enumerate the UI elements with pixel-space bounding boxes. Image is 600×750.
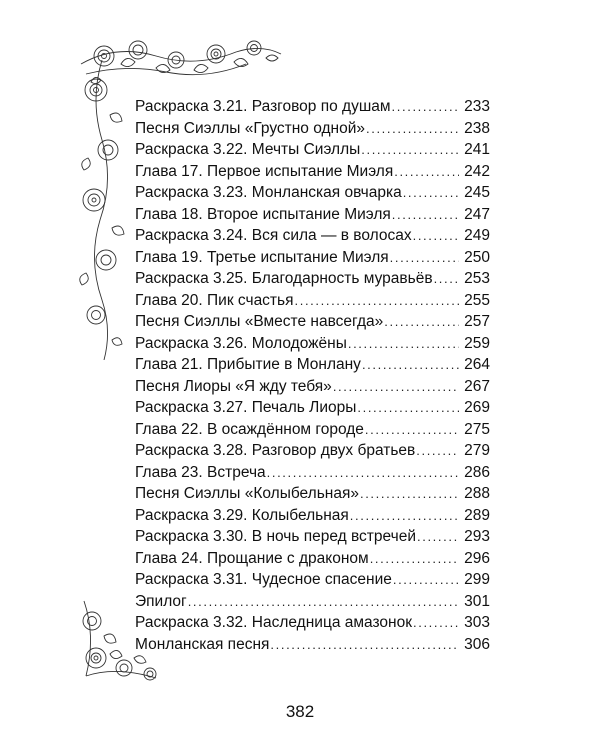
- toc-entry-title: Раскраска 3.26. Молодожёны: [135, 334, 347, 352]
- toc-entry: [135, 118, 490, 140]
- toc-entry-title: Раскраска 3.23. Монланская овчарка: [135, 184, 402, 201]
- toc-entry-title: Эпилог: [135, 592, 187, 610]
- toc-entry: [135, 247, 490, 269]
- toc-entry: [135, 333, 490, 355]
- toc-leader-dots: [390, 247, 459, 269]
- toc-entry: [135, 204, 490, 226]
- toc-entry: [135, 268, 490, 290]
- toc-entry: [135, 376, 490, 398]
- table-of-contents: [135, 96, 490, 655]
- toc-leader-dots: [350, 505, 459, 527]
- toc-entry-title: Раскраска 3.24. Вся сила — в волосах: [135, 227, 412, 244]
- toc-entry: [135, 462, 490, 484]
- toc-entry-title: Глава 20. Пик счастья: [135, 291, 294, 309]
- toc-entry-page: 241: [464, 141, 490, 158]
- toc-entry-page: 238: [464, 119, 490, 137]
- toc-entry-title: Раскраска 3.25. Благодарность муравьёв: [135, 270, 433, 287]
- toc-leader-dots: [362, 354, 459, 376]
- toc-leader-dots: [188, 591, 459, 613]
- toc-entry-page: 269: [464, 399, 490, 416]
- toc-entry-page: 264: [464, 356, 490, 373]
- floral-ornament-side-icon: [76, 60, 128, 360]
- toc-entry-title: Раскраска 3.28. Разговор двух братьев: [135, 442, 416, 459]
- toc-entry: [135, 634, 490, 656]
- toc-leader-dots: [417, 526, 459, 548]
- toc-entry-title: Раскраска 3.32. Наследница амазонок: [135, 614, 412, 631]
- toc-entry-page: 257: [464, 313, 490, 330]
- toc-entry-page: 259: [464, 334, 490, 352]
- toc-entry: [135, 182, 490, 204]
- toc-entry-page: 296: [464, 549, 490, 567]
- toc-leader-dots: [295, 290, 459, 312]
- toc-entry: [135, 354, 490, 376]
- toc-entry: [135, 591, 490, 613]
- toc-leader-dots: [392, 204, 459, 226]
- toc-entry-title: Песня Сиэллы «Вместе навсегда»: [135, 313, 384, 330]
- toc-entry-title: Глава 21. Прибытие в Монлану: [135, 356, 361, 373]
- toc-entry: [135, 569, 490, 591]
- toc-entry-page: 249: [464, 227, 490, 244]
- toc-entry-title: Глава 17. Первое испытание Миэля: [135, 162, 394, 180]
- toc-entry-page: 245: [464, 184, 490, 201]
- toc-entry-page: 267: [464, 377, 490, 395]
- toc-leader-dots: [384, 311, 459, 333]
- toc-entry-title: Раскраска 3.30. В ночь перед встречей: [135, 528, 416, 545]
- toc-entry-page: 279: [464, 442, 490, 459]
- toc-entry-title: Глава 23. Встреча: [135, 463, 266, 481]
- toc-entry: [135, 483, 490, 505]
- toc-entry: [135, 290, 490, 312]
- toc-leader-dots: [270, 634, 459, 656]
- toc-entry: [135, 526, 490, 548]
- toc-entry-page: 275: [464, 420, 490, 438]
- page-number: 382: [285, 702, 315, 721]
- toc-entry-title: Песня Лиоры «Я жду тебя»: [135, 377, 332, 395]
- toc-entry-title: Раскраска 3.27. Печаль Лиоры: [135, 399, 357, 416]
- toc-entry: [135, 548, 490, 570]
- toc-entry: [135, 505, 490, 527]
- toc-entry: [135, 96, 490, 118]
- toc-entry-page: 288: [464, 485, 490, 502]
- toc-leader-dots: [434, 268, 459, 290]
- toc-entry-page: 253: [464, 270, 490, 287]
- toc-entry: [135, 397, 490, 419]
- toc-entry-title: Раскраска 3.21. Разговор по душам: [135, 98, 391, 115]
- toc-entry-title: Монланская песня: [135, 635, 270, 653]
- toc-leader-dots: [360, 483, 459, 505]
- toc-entry: [135, 161, 490, 183]
- toc-leader-dots: [267, 462, 459, 484]
- toc-leader-dots: [392, 96, 459, 118]
- toc-entry-title: Раскраска 3.31. Чудесное спасение: [135, 571, 392, 588]
- toc-entry-title: Раскраска 3.22. Мечты Сиэллы: [135, 141, 361, 158]
- toc-leader-dots: [366, 118, 459, 140]
- toc-entry-page: 301: [464, 592, 490, 610]
- toc-entry-page: 247: [464, 205, 490, 223]
- toc-entry-title: Песня Сиэллы «Колыбельная»: [135, 485, 359, 502]
- toc-leader-dots: [361, 139, 459, 161]
- toc-entry-title: Глава 19. Третье испытание Миэля: [135, 248, 389, 266]
- toc-entry-title: Раскраска 3.29. Колыбельная: [135, 506, 349, 524]
- toc-entry: [135, 612, 490, 634]
- toc-leader-dots: [413, 225, 459, 247]
- toc-leader-dots: [413, 612, 459, 634]
- toc-entry: [135, 419, 490, 441]
- toc-leader-dots: [333, 376, 459, 398]
- toc-entry: [135, 311, 490, 333]
- toc-entry: [135, 440, 490, 462]
- toc-entry-page: 299: [464, 571, 490, 588]
- toc-leader-dots: [370, 548, 459, 570]
- toc-leader-dots: [416, 440, 459, 462]
- toc-leader-dots: [403, 182, 459, 204]
- toc-entry: [135, 139, 490, 161]
- toc-entry-page: 250: [464, 248, 490, 266]
- toc-entry-page: 286: [464, 463, 490, 481]
- toc-entry-page: 255: [464, 291, 490, 309]
- toc-leader-dots: [393, 569, 459, 591]
- toc-entry-title: Песня Сиэллы «Грустно одной»: [135, 119, 366, 137]
- toc-leader-dots: [365, 419, 459, 441]
- toc-entry-title: Глава 22. В осаждённом городе: [135, 420, 364, 438]
- toc-entry-page: 233: [464, 98, 490, 115]
- toc-entry-page: 303: [464, 614, 490, 631]
- toc-leader-dots: [357, 397, 459, 419]
- toc-leader-dots: [394, 161, 459, 183]
- toc-entry-page: 293: [464, 528, 490, 545]
- toc-entry-title: Глава 24. Прощание с драконом: [135, 549, 369, 567]
- toc-entry-title: Глава 18. Второе испытание Миэля: [135, 205, 391, 223]
- toc-leader-dots: [348, 333, 459, 355]
- toc-entry-page: 242: [464, 162, 490, 180]
- toc-entry: [135, 225, 490, 247]
- toc-entry-page: 306: [464, 635, 490, 653]
- toc-entry-page: 289: [464, 506, 490, 524]
